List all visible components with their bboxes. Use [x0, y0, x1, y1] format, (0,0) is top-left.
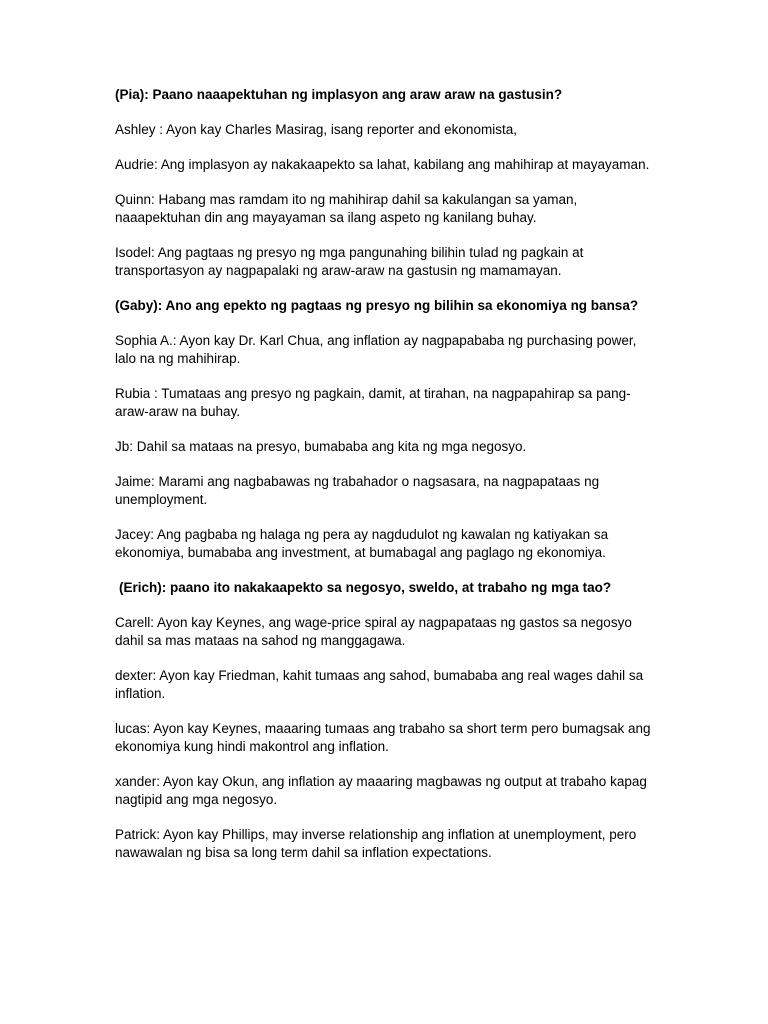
- answer-paragraph: Carell: Ayon kay Keynes, ang wage-price spiral ay nagpapataas ng gastos sa negosyo dahil sa mas mataas na sahod ng manggagawa.: [115, 615, 632, 648]
- question-heading: (Erich): paano ito nakakaapekto sa negosyo, sweldo, at trabaho ng mga tao?: [119, 580, 612, 595]
- section-erich: [115, 579, 660, 862]
- answer-paragraph: lucas: Ayon kay Keynes, maaaring tumaas ang trabaho sa short term pero bumagsak ang ekonomiya kung hindi makontrol ang inflation.: [115, 721, 651, 754]
- answer-paragraph: xander: Ayon kay Okun, ang inflation ay maaaring magbawas ng output at trabaho kapag nagtipid ang mga negosyo.: [115, 774, 647, 807]
- document-content: [115, 86, 660, 879]
- answer-paragraph: dexter: Ayon kay Friedman, kahit tumaas ang sahod, bumababa ang real wages dahil sa inflation.: [115, 668, 644, 701]
- answer-paragraph: Ashley : Ayon kay Charles Masirag, isang reporter and ekonomista,: [115, 122, 517, 137]
- answer-paragraph: Rubia : Tumataas ang presyo ng pagkain, damit, at tirahan, na nagpapahirap sa pang-araw-araw na buhay.: [115, 386, 631, 419]
- section-gaby: [115, 297, 660, 562]
- question-heading: (Gaby): Ano ang epekto ng pagtaas ng presyo ng bilihin sa ekonomiya ng bansa?: [115, 298, 639, 313]
- answer-paragraph: Jb: Dahil sa mataas na presyo, bumababa ang kita ng mga negosyo.: [115, 439, 527, 454]
- answer-paragraph: Sophia A.: Ayon kay Dr. Karl Chua, ang inflation ay nagpapababa ng purchasing power, lalo na ng mahihirap.: [115, 333, 637, 366]
- answer-paragraph: Quinn: Habang mas ramdam ito ng mahihirap dahil sa kakulangan sa yaman, naaapektuhan din ang mayayaman sa ilang aspeto ng kanilang buhay.: [115, 192, 578, 225]
- question-heading: (Pia): Paano naaapektuhan ng implasyon ang araw araw na gastusin?: [115, 87, 563, 102]
- answer-paragraph: Jaime: Marami ang nagbabawas ng trabahador o nagsasara, na nagpapataas ng unemployment.: [115, 474, 600, 507]
- answer-paragraph: Jacey: Ang pagbaba ng halaga ng pera ay nagdudulot ng kawalan ng katiyakan sa ekonomiya, bumababa ang investment, at bumabagal ang paglago ng ekonomiya.: [115, 527, 609, 560]
- answer-paragraph: Patrick: Ayon kay Phillips, may inverse relationship ang inflation at unemployment, pero nawawalan ng bisa sa long term dahil sa inflation expectations.: [115, 827, 637, 860]
- answer-paragraph: Audrie: Ang implasyon ay nakakaapekto sa lahat, kabilang ang mahihirap at mayayaman.: [115, 157, 650, 172]
- answer-paragraph: Isodel: Ang pagtaas ng presyo ng mga pangunahing bilihin tulad ng pagkain at transportasyon ay nagpapalaki ng araw-araw na gastusin ng mamamayan.: [115, 245, 584, 278]
- section-pia: [115, 86, 660, 280]
